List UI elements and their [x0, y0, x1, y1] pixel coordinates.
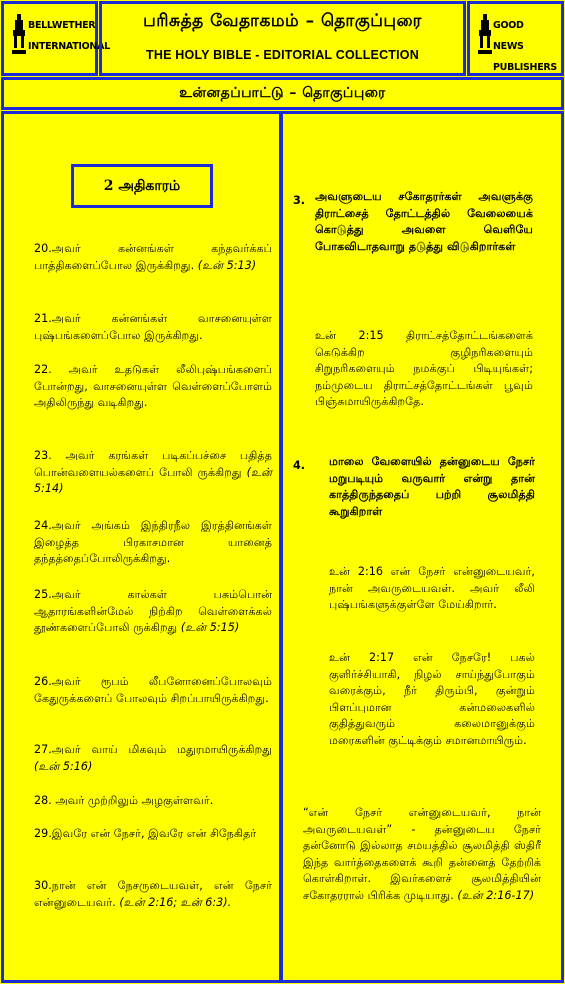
- verse-text: 21.அவர் கன்னங்கள் வாசனையுள்ள புஷ்பங்களைப்போல இருக்கிறது.: [34, 312, 272, 342]
- verse-ref: (உன் 5:16): [34, 759, 93, 773]
- verse-22: [34, 362, 272, 412]
- verse-25: [34, 587, 272, 637]
- good-news-logo: [467, 1, 564, 76]
- chapter-heading: 2 அதிகாரம்: [71, 164, 213, 208]
- logo-text-line2: PUBLISHERS: [493, 62, 557, 73]
- verse-21: [34, 311, 272, 344]
- verse-ref: (உன் 5:13): [197, 258, 257, 272]
- verse-30: [34, 878, 272, 911]
- section-paragraph: [303, 805, 541, 904]
- verse-27: [34, 742, 272, 775]
- verse-20: [34, 241, 272, 274]
- verse-ref: (உன் 2:16-17): [457, 888, 535, 902]
- verse-text: 23. அவர் கரங்கள் படிகப்பச்சை பதித்த பொன்வளையல்களைப் போலி ருக்கிறது: [34, 449, 272, 479]
- left-column: [1, 111, 282, 983]
- verse-text: 30.நான் என் நேசருடையவள், என் நேசர் என்னுடையவர்.: [34, 879, 272, 909]
- title-box: [99, 1, 466, 76]
- verse-28: [34, 793, 272, 810]
- rider-silhouette-icon: [12, 14, 26, 58]
- rider-silhouette-icon: [478, 14, 492, 58]
- section-heading: மாலை வேளையில் தன்னுடைய நேசர் மறுபடியும் வருவார் என்று தான் காத்திருந்ததைப் பற்றி சூலமித்தி கூறுகிறாள்: [329, 455, 535, 518]
- paragraph-text: “என் நேசர் என்னுடையவர், நான் அவருடையவள்” - தன்னுடைய நேசர் தன்னோடு இல்லாத சமயத்தில் சூலமித்தி ஸ்திரீ இந்த வார்த்தைகளைக் கூறி தன்னைத் தேற்றிக் கொள்கிறாள். இவர்களைச் சூலமித்தியின் சகோதரரால் பிரிக்க முடியாது.: [303, 806, 541, 902]
- verse-text: 28. அவர் முற்றிலும் அழகுள்ளவர்.: [34, 794, 214, 807]
- bellwether-logo: [1, 1, 110, 76]
- title-english: THE HOLY BIBLE - EDITORIAL COLLECTION: [146, 48, 419, 62]
- verse-ref: (உன் 2:16; உன் 6:3).: [119, 895, 232, 909]
- verse-text: 24.அவர் அங்கம் இந்திரநீல இரத்தினங்கள் இழைத்த பிரகாசமான யானைத் தந்தத்தைப்போலிருக்கிறது.: [34, 519, 272, 565]
- section-paragraph: உன் 2:16 என் நேசர் என்னுடையவர், நான் அவருடையவள். அவர் லீலி புஷ்பங்களுக்குள்ளே மேய்கிறார்.: [329, 565, 535, 611]
- verse-24: [34, 518, 272, 568]
- right-column: [280, 111, 564, 983]
- section-number: 3.: [293, 194, 306, 207]
- section-number: 4.: [293, 459, 306, 472]
- verse-26: [34, 674, 272, 707]
- verse-23: [34, 448, 272, 498]
- verse-text: 26.அவர் ரூபம் லீபனோனைப்போலவும் கேதுருக்களைப் போலவும் சிறப்பாயிருக்கிறது.: [34, 675, 272, 705]
- verse-text: 29.இவரே என் நேசர், இவரே என் சிநேகிதர்: [34, 827, 257, 840]
- section-paragraph: உன் 2:15 திராட்சத்தோட்டங்களைக் கெடுக்கிற குழிநரிகளையும் சிறுநரிகளையும் நமக்குப் பிடியுங்கள்; நம்முடைய திராட்சத்தோட்டங்கள் பூவும் பிஞ்சுமாயிருக்கிறதே.: [315, 329, 533, 408]
- section-paragraph: உன் 2:17 என் நேசரே! பகல் குளிர்ச்சியாகி, நிழல் சாய்ந்துபோகும் வரைக்கும், நீர் திரும்பி, குன்றும் பிளப்புமான கன்மலைகளில் குதித்துவரும் கலைமானுக்கும் மரைகளின் குட்டிக்கும் சமானமாயிரும்.: [329, 651, 535, 747]
- verse-text: 22. அவர் உதடுகள் லீலிபுஷ்பங்களைப் போன்றது, வாசனையுள்ள வெள்ளைப்போளம் அதிலிருந்து வடிகிறது.: [34, 363, 272, 409]
- title-tamil: பரிசுத்த வேதாகமம் – தொகுப்புரை: [143, 11, 422, 31]
- verse-ref: (உன் 5:14): [34, 465, 272, 495]
- logo-text-line1: BELLWETHER: [28, 20, 96, 31]
- verse-text: 25.அவர் கால்கள் பசும்பொன் ஆதாரங்களின்மேல் நிற்கிற வெள்ளைக்கல் தூண்களைப்போலி ருக்கிறது: [34, 588, 272, 634]
- logo-text-line1: GOOD NEWS: [493, 20, 524, 52]
- logo-text-line2: INTERNATIONAL: [28, 41, 110, 52]
- verse-text: 20.அவர் கன்னங்கள் கந்தவர்க்கப் பாத்திகளைப்போல இருக்கிறது.: [34, 242, 272, 272]
- verse-text: 27.அவர் வாய் மிகவும் மதுரமாயிருக்கிறது: [34, 743, 272, 756]
- verse-29: [34, 826, 272, 843]
- page-subtitle: உன்னதப்பாட்டு – தொகுப்புரை: [179, 85, 386, 101]
- verse-ref: (உன் 5:15): [180, 621, 240, 634]
- subtitle-box: [1, 77, 564, 110]
- section-heading: அவளுடைய சகோதரர்கள் அவளுக்கு திராட்சைத் தோட்டத்தில் வேலையைக் கொடுத்து அவளை வெளியே போகவிடாதவாறு தடுத்து விடுகிறார்கள்: [315, 190, 533, 253]
